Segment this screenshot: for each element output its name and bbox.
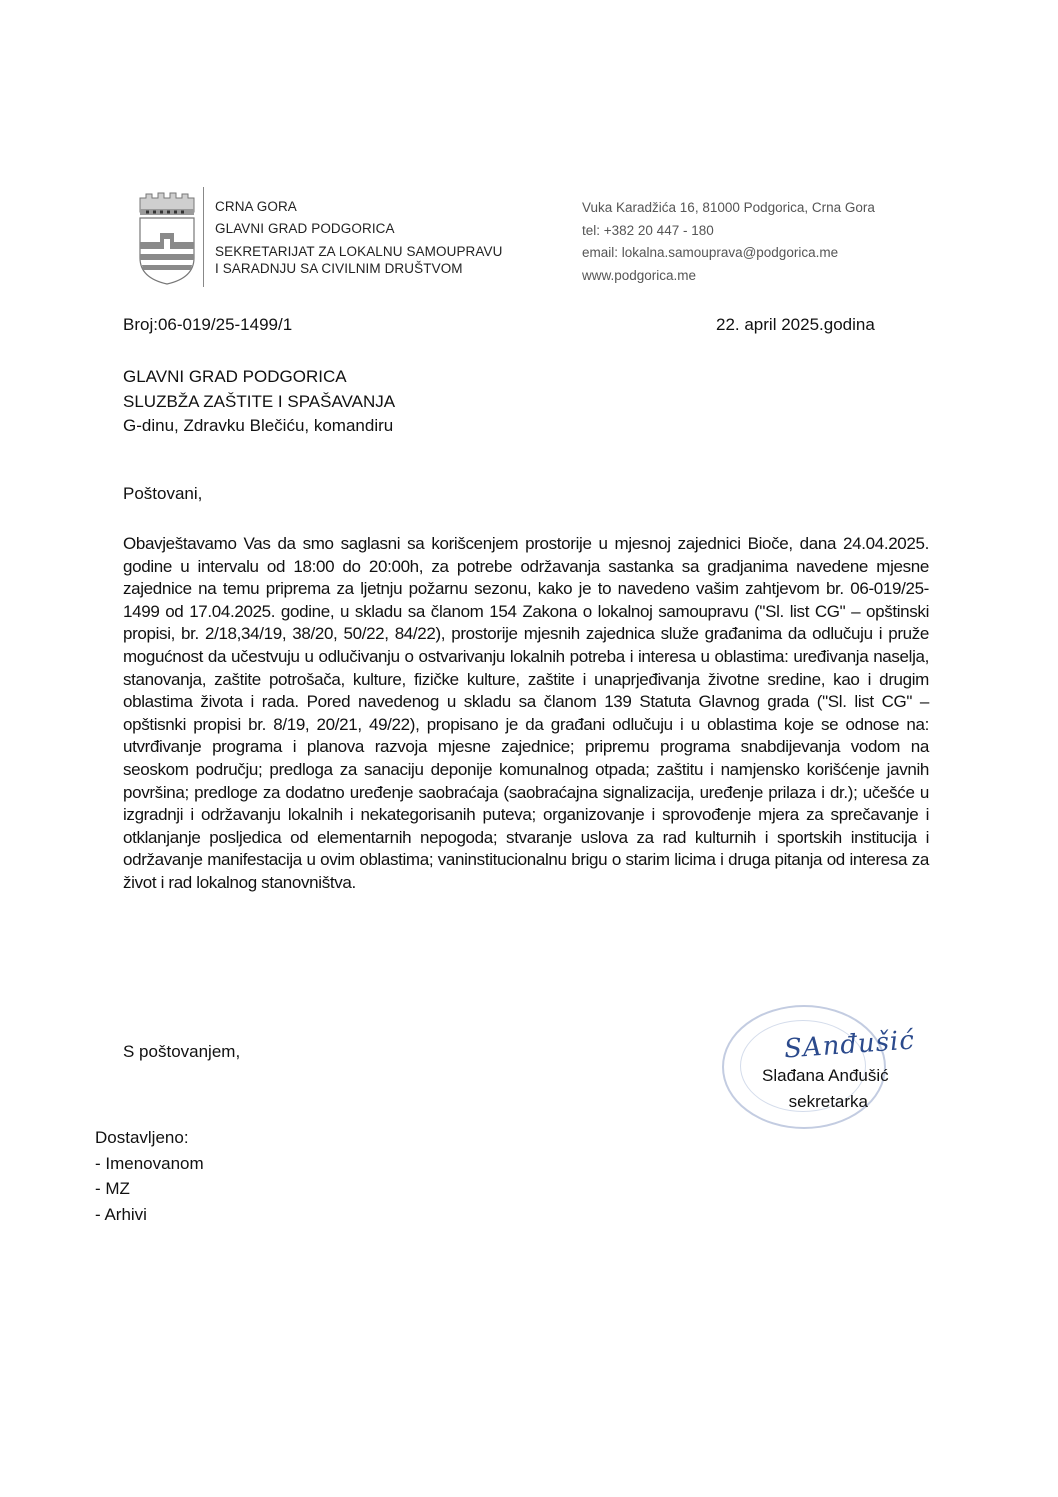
contact-address: Vuka Karadžića 16, 81000 Podgorica, Crna Gora bbox=[582, 200, 875, 215]
body-paragraph: Obavještavamo Vas da smo saglasni sa korišcenjem prostorije u mjesnoj zajednici Bioče, dana 24.04.2025. godine u intervalu od 18:00 do 20:00h, za potrebe održavanja sastanka sa gradjanima navedene mjesne zajednice na temu priprema za ljetnju požarnu sezonu, kako je to navedeno vašim zahtjevom br. 06-019/25-1499 od 17.04.2025. godine, u skladu sa članom 154 Zakona o lokalnoj samoupravu ("Sl. list CG" – opštinski propisi, br. 2/18,34/19, 38/20, 50/22, 84/22), prostorije mjesnih zajednica služe građanima da odlučuju i pruže mogućnost da učestvuju u odlučivanju o ostvarivanju lokalnih potreba i interesa u oblastima: uređivanja naselja, stanovanja, zaštite potrošača, kulture, fizičke kulture, zaštite i unaprjeđivanja životne sredine, kao i drugim oblastima života i rada. Pored navedenog u skladu sa članom 139 Statuta Glavnog grada ("Sl. list CG" –opštisnki propisi br. 8/19, 20/21, 49/22), propisano je da građani odlučuju i u oblastima koje se odnose na: utvrđivanje programa i planova razvoja mjesne zajednice; pripremu programa snabdijevanja vodom na seoskom području; predloga za sanaciju deponije komunalnog otpada; zaštitu i namjensko korišćenje javnih površina; predloge za dodatno uređenje saobraćaja (saobraćajna signalizacija, uređenje prilaza i dr.); učešće u izgradnji i održavanju lokalnih i nekategorisanih puteva; organizovanje i sprovođenje mjera za sprečavanje i otklanjanje posljedica od elementarnih nepogoda; stvaranje uslova za rad kulturnih i sportskih institucija i održavanje manifestacija u ovim oblastima; vaninstitucionalnu brigu o starim licima i druga pitanja od interesa za život i rad lokalnog stanovništva. bbox=[123, 534, 929, 892]
delivered-item: - Imenovanom bbox=[95, 1153, 204, 1173]
delivered-item: - Arhivi bbox=[95, 1204, 147, 1224]
org-department-line-1: SEKRETARIJAT ZA LOKALNU SAMOUPRAVU bbox=[215, 244, 503, 259]
podgorica-coat-of-arms-icon bbox=[136, 190, 198, 286]
delivered-heading: Dostavljeno: bbox=[95, 1128, 189, 1147]
reference-number: Broj:06-019/25-1499/1 bbox=[123, 315, 293, 334]
recipient-line-1: GLAVNI GRAD PODGORICA bbox=[123, 367, 347, 386]
greeting: Poštovani, bbox=[123, 484, 203, 503]
recipient-block bbox=[123, 365, 395, 439]
letterhead-divider bbox=[203, 187, 204, 287]
signatory-title: sekretarka bbox=[788, 1092, 869, 1111]
org-department-line-2: I SARADNJU SA CIVILNIM DRUŠTVOM bbox=[215, 261, 463, 276]
handwritten-signature: SAnđušić bbox=[783, 1025, 916, 1065]
organization-block bbox=[215, 196, 502, 277]
delivered-item: - MZ bbox=[95, 1179, 130, 1198]
contact-website: www.podgorica.me bbox=[582, 267, 697, 283]
org-city: GLAVNI GRAD PODGORICA bbox=[215, 221, 395, 236]
letter-date: 22. april 2025.godina bbox=[716, 315, 875, 334]
org-country: CRNA GORA bbox=[215, 199, 297, 214]
delivered-list bbox=[95, 1125, 204, 1227]
signature-block bbox=[762, 1063, 889, 1115]
signatory-name: Slađana Anđušić bbox=[762, 1066, 889, 1085]
closing: S poštovanjem, bbox=[123, 1042, 241, 1061]
recipient-line-2: SLUZBŽA ZAŠTITE I SPAŠAVANJA bbox=[123, 391, 396, 411]
recipient-line-3: G-dinu, Zdravku Blečiću, komandiru bbox=[123, 416, 394, 435]
contact-email: email: lokalna.samouprava@podgorica.me bbox=[582, 245, 839, 260]
contact-phone: tel: +382 20 447 - 180 bbox=[582, 222, 714, 238]
contact-block bbox=[582, 197, 875, 287]
